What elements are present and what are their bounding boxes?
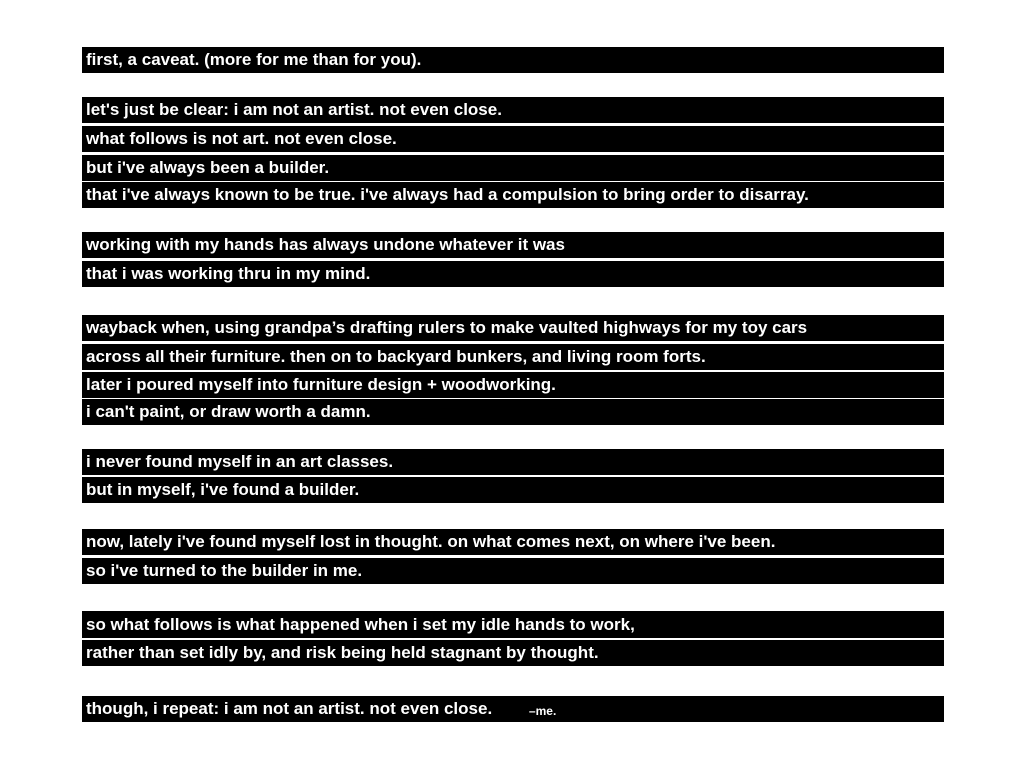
text-strip: now, lately i've found myself lost in thought. on what comes next, on where i've been. — [82, 529, 944, 555]
text-strip: i never found myself in an art classes. — [82, 449, 944, 475]
closing-line: though, i repeat: i am not an artist. not even close. — [86, 699, 493, 718]
text-strip: wayback when, using grandpa’s drafting rulers to make vaulted highways for my toy cars — [82, 315, 944, 341]
text-strip: i can't paint, or draw worth a damn. — [82, 399, 944, 425]
text-strip: so what follows is what happened when i set my idle hands to work, — [82, 611, 944, 638]
text-strip: so i've turned to the builder in me. — [82, 558, 944, 584]
text-strip: working with my hands has always undone whatever it was — [82, 232, 944, 258]
final-text-strip — [82, 696, 944, 722]
text-strip: across all their furniture. then on to backyard bunkers, and living room forts. — [82, 344, 944, 370]
text-strip: that i've always known to be true. i've always had a compulsion to bring order to disarray. — [82, 182, 944, 208]
text-strip: but in myself, i've found a builder. — [82, 477, 944, 503]
text-strip: first, a caveat. (more for me than for you). — [82, 47, 944, 73]
text-strip: let's just be clear: i am not an artist. not even close. — [82, 97, 944, 123]
text-strip: but i've always been a builder. — [82, 155, 944, 181]
text-strip: what follows is not art. not even close. — [82, 126, 944, 152]
text-strip: that i was working thru in my mind. — [82, 261, 944, 287]
signature: –me. — [528, 704, 557, 718]
text-strip: later i poured myself into furniture design + woodworking. — [82, 372, 944, 398]
text-strip: rather than set idly by, and risk being held stagnant by thought. — [82, 640, 944, 666]
